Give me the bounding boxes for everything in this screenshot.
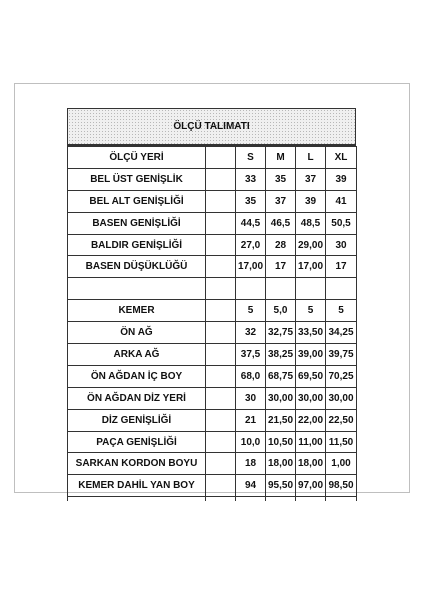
value-cell <box>326 278 357 300</box>
value-cell: 39,75 <box>326 344 357 366</box>
table-end-row <box>68 497 357 502</box>
value-cell: XL <box>326 147 357 169</box>
value-cell: 38,25 <box>266 344 296 366</box>
header-row <box>68 147 357 169</box>
table-row <box>68 344 357 366</box>
value-cell: 18,00 <box>296 453 326 475</box>
spacer-cell <box>206 300 236 322</box>
value-cell: 30 <box>326 234 357 256</box>
value-cell: 11,50 <box>326 431 357 453</box>
value-cell: 29,00 <box>296 234 326 256</box>
table-row <box>68 300 357 322</box>
value-cell: 18 <box>236 453 266 475</box>
value-cell: L <box>296 147 326 169</box>
row-label: BALDIR GENİŞLİĞİ <box>68 234 206 256</box>
value-cell: 21,50 <box>266 409 296 431</box>
value-cell: 1,00 <box>326 453 357 475</box>
value-cell: 30 <box>236 387 266 409</box>
row-label: BASEN DÜŞÜKLÜĞÜ <box>68 256 206 278</box>
value-cell: 39,00 <box>296 344 326 366</box>
end-cell <box>206 497 236 502</box>
value-cell: 18,00 <box>266 453 296 475</box>
row-label: KEMER DAHİL YAN BOY <box>68 475 206 497</box>
spacer-cell <box>206 344 236 366</box>
value-cell: 95,50 <box>266 475 296 497</box>
blank-row <box>68 278 357 300</box>
row-label: BEL ALT GENİŞLİĞİ <box>68 190 206 212</box>
value-cell: 37 <box>266 190 296 212</box>
value-cell <box>236 278 266 300</box>
value-cell <box>296 278 326 300</box>
spacer-cell <box>206 234 236 256</box>
value-cell: 46,5 <box>266 212 296 234</box>
spacer-cell <box>206 256 236 278</box>
value-cell: S <box>236 147 266 169</box>
row-label: ÖN AĞDAN İÇ BOY <box>68 365 206 387</box>
value-cell: 17 <box>326 256 357 278</box>
end-cell <box>68 497 206 502</box>
value-cell: 11,00 <box>296 431 326 453</box>
table-row <box>68 475 357 497</box>
value-cell: 22,00 <box>296 409 326 431</box>
value-cell: M <box>266 147 296 169</box>
row-label: ÖN AĞDAN DİZ YERİ <box>68 387 206 409</box>
value-cell: 34,25 <box>326 322 357 344</box>
spacer-cell <box>206 453 236 475</box>
value-cell: 30,00 <box>266 387 296 409</box>
value-cell: 69,50 <box>296 365 326 387</box>
spacer-cell <box>206 475 236 497</box>
value-cell: 5 <box>236 300 266 322</box>
table-row <box>68 256 357 278</box>
value-cell: 44,5 <box>236 212 266 234</box>
value-cell: 33 <box>236 168 266 190</box>
table-row <box>68 431 357 453</box>
row-label: ARKA AĞ <box>68 344 206 366</box>
value-cell: 17 <box>266 256 296 278</box>
row-label: DİZ GENİŞLİĞİ <box>68 409 206 431</box>
value-cell: 39 <box>296 190 326 212</box>
value-cell: 94 <box>236 475 266 497</box>
value-cell: 70,25 <box>326 365 357 387</box>
row-label: BEL ÜST GENİŞLİK <box>68 168 206 190</box>
table-row <box>68 168 357 190</box>
table-row <box>68 212 357 234</box>
end-cell <box>296 497 326 502</box>
spacer-cell <box>206 431 236 453</box>
end-cell <box>326 497 357 502</box>
value-cell: 33,50 <box>296 322 326 344</box>
value-cell: 5,0 <box>266 300 296 322</box>
spacer-cell <box>206 409 236 431</box>
spacer-cell <box>206 147 236 169</box>
table-row <box>68 387 357 409</box>
chart-title: ÖLÇÜ TALIMATI <box>67 108 356 146</box>
value-cell: 5 <box>326 300 357 322</box>
value-cell: 39 <box>326 168 357 190</box>
value-cell: 30,00 <box>296 387 326 409</box>
value-cell: 22,50 <box>326 409 357 431</box>
value-cell: 27,0 <box>236 234 266 256</box>
value-cell: 10,50 <box>266 431 296 453</box>
value-cell: 5 <box>296 300 326 322</box>
row-label: KEMER <box>68 300 206 322</box>
row-label: BASEN GENİŞLİĞİ <box>68 212 206 234</box>
value-cell: 68,0 <box>236 365 266 387</box>
value-cell: 17,00 <box>236 256 266 278</box>
value-cell: 10,0 <box>236 431 266 453</box>
spacer-cell <box>206 322 236 344</box>
table-row <box>68 234 357 256</box>
table-row <box>68 453 357 475</box>
value-cell: 37 <box>296 168 326 190</box>
value-cell: 48,5 <box>296 212 326 234</box>
value-cell: 50,5 <box>326 212 357 234</box>
value-cell: 98,50 <box>326 475 357 497</box>
value-cell: 17,00 <box>296 256 326 278</box>
spacer-cell <box>206 278 236 300</box>
row-label: ÖN AĞ <box>68 322 206 344</box>
value-cell: 41 <box>326 190 357 212</box>
table-row <box>68 365 357 387</box>
end-cell <box>266 497 296 502</box>
table-row <box>68 409 357 431</box>
row-label <box>68 278 206 300</box>
spacer-cell <box>206 168 236 190</box>
value-cell: 32,75 <box>266 322 296 344</box>
row-label: SARKAN KORDON BOYU <box>68 453 206 475</box>
size-chart <box>67 108 356 501</box>
value-cell: 35 <box>236 190 266 212</box>
value-cell: 21 <box>236 409 266 431</box>
spacer-cell <box>206 365 236 387</box>
value-cell: 97,00 <box>296 475 326 497</box>
row-label: PAÇA GENİŞLİĞİ <box>68 431 206 453</box>
value-cell: 37,5 <box>236 344 266 366</box>
table-row <box>68 190 357 212</box>
size-table <box>67 146 357 501</box>
value-cell <box>266 278 296 300</box>
value-cell: 28 <box>266 234 296 256</box>
end-cell <box>236 497 266 502</box>
table-row <box>68 322 357 344</box>
value-cell: 32 <box>236 322 266 344</box>
spacer-cell <box>206 387 236 409</box>
value-cell: 35 <box>266 168 296 190</box>
value-cell: 30,00 <box>326 387 357 409</box>
spacer-cell <box>206 190 236 212</box>
spacer-cell <box>206 212 236 234</box>
value-cell: 68,75 <box>266 365 296 387</box>
row-label: ÖLÇÜ YERİ <box>68 147 206 169</box>
